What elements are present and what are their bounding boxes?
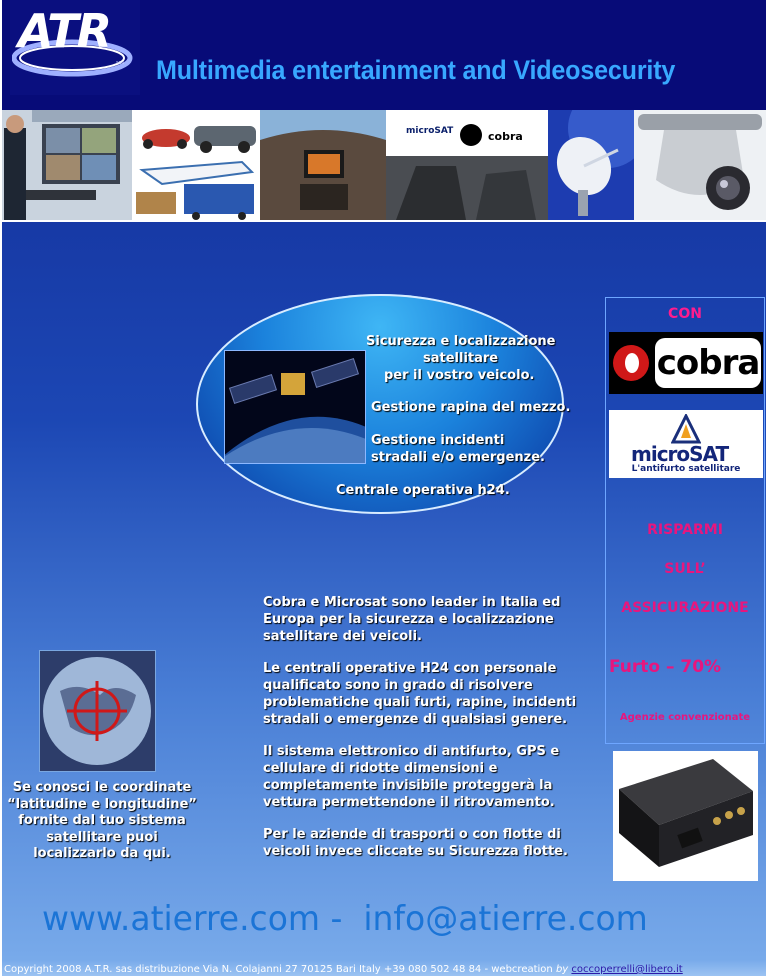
banner-tile-dashboard[interactable] xyxy=(260,110,386,220)
banner-tile-brands[interactable] xyxy=(386,110,548,220)
coordinates-locator-text: Se conosci le coordinate “latitudine e longitudine” fornite dal tuo sistema satellitare puoi localizzarlo da qui. xyxy=(7,780,197,861)
cobra-logo[interactable] xyxy=(609,332,763,394)
footer-copyright xyxy=(4,964,683,975)
cobra-logo-text: cobra xyxy=(655,338,761,388)
microsat-logo-text: microSAT xyxy=(631,442,729,466)
bubble-line-3: per il vostro veicolo. xyxy=(384,368,535,383)
bubble-line-7: Centrale operativa h24. xyxy=(336,483,510,498)
bubble-line-6: stradali e/o emergenze. xyxy=(371,450,545,465)
header-bar xyxy=(2,0,766,110)
microsat-triangle-icon xyxy=(671,414,701,444)
email-link[interactable]: info@atierre.com xyxy=(363,899,648,939)
con-label: CON xyxy=(668,306,702,322)
banner-tile-satellite[interactable] xyxy=(548,110,634,220)
assicurazione-label: ASSICURAZIONE xyxy=(621,600,749,616)
crosshair-globe-icon xyxy=(40,651,155,771)
banner-cobra-circle-icon xyxy=(460,124,482,146)
paragraph-sistema: Il sistema elettronico di antifurto, GPS e cellulare di ridotte dimensioni e completamente invisibile proteggerà la vettura permettendone il ritrovamento. xyxy=(263,744,560,810)
banner-cobra-label: cobra xyxy=(488,130,523,143)
car-seat-icon xyxy=(386,156,548,220)
furto-discount: Furto – 70% xyxy=(609,657,722,677)
microsat-logo[interactable] xyxy=(609,410,763,478)
globe-locator-image[interactable] xyxy=(39,650,156,772)
sull-label: SULL’ xyxy=(664,561,706,577)
banner-tile-vehicles[interactable] xyxy=(132,110,260,220)
paragraph-centrali: Le centrali operative H24 con personale qualificato sono in grado di risolvere problematiche quali furti, rapine, incidenti stradali o emergenze di qualsiasi genere. xyxy=(263,661,577,727)
copyright-text: Copyright 2008 A.T.R. sas distribuzione Via N. Colajanni 27 70125 Bari Italy +39 080 502 48 84 - webcreation xyxy=(4,964,556,975)
partners-panel xyxy=(605,297,765,744)
webcreation-email-link[interactable]: coccoperrelli@libero.it xyxy=(571,964,683,975)
footer-by: by xyxy=(555,964,572,975)
satellite-photo xyxy=(224,350,366,464)
car-dashboard-icon xyxy=(260,110,386,220)
photo-banner xyxy=(2,110,766,222)
paragraph-flotte: Per le aziende di trasporti o con flotte di veicoli invece cliccate su Sicurezza flotte. xyxy=(263,827,568,859)
bubble-line-2: satellitare xyxy=(423,351,499,366)
satellite-dish-icon xyxy=(548,110,634,220)
vehicles-icon xyxy=(132,110,260,220)
gps-device-photo xyxy=(613,751,758,881)
risparmi-label: RISPARMI xyxy=(647,522,723,538)
banner-microsat-label: microSAT xyxy=(406,126,454,136)
bubble-line-1: Sicurezza e localizzazione xyxy=(366,334,556,349)
page-headline: Multimedia entertainment and Videosecurity xyxy=(156,55,676,85)
gps-device-icon xyxy=(613,751,758,881)
satellite-icon xyxy=(225,351,365,463)
logo-sub: sas xyxy=(116,60,125,66)
agenzie-link[interactable]: Agenzie convenzionate xyxy=(619,712,751,723)
dome-camera-icon xyxy=(634,110,766,220)
website-link[interactable]: www.atierre.com xyxy=(42,899,320,939)
contact-line xyxy=(42,899,648,939)
surveillance-monitor-icon xyxy=(2,110,132,220)
banner-tile-surveillance[interactable] xyxy=(2,110,132,220)
cobra-swirl-inner-icon xyxy=(625,353,639,373)
page-frame xyxy=(2,0,766,976)
bubble-line-4: Gestione rapina del mezzo. xyxy=(371,400,571,415)
microsat-tagline: L'antifurto satellitare xyxy=(631,464,741,474)
atr-logo[interactable] xyxy=(10,0,140,95)
paragraph-leader: Cobra e Microsat sono leader in Italia ed Europa per la sicurezza e localizzazione satellitare dei veicoli. xyxy=(263,595,561,644)
logo-text: ATR xyxy=(18,4,110,58)
bubble-line-5: Gestione incidenti xyxy=(371,433,505,448)
banner-tile-camera[interactable] xyxy=(634,110,766,220)
contact-separator: - xyxy=(319,899,364,939)
